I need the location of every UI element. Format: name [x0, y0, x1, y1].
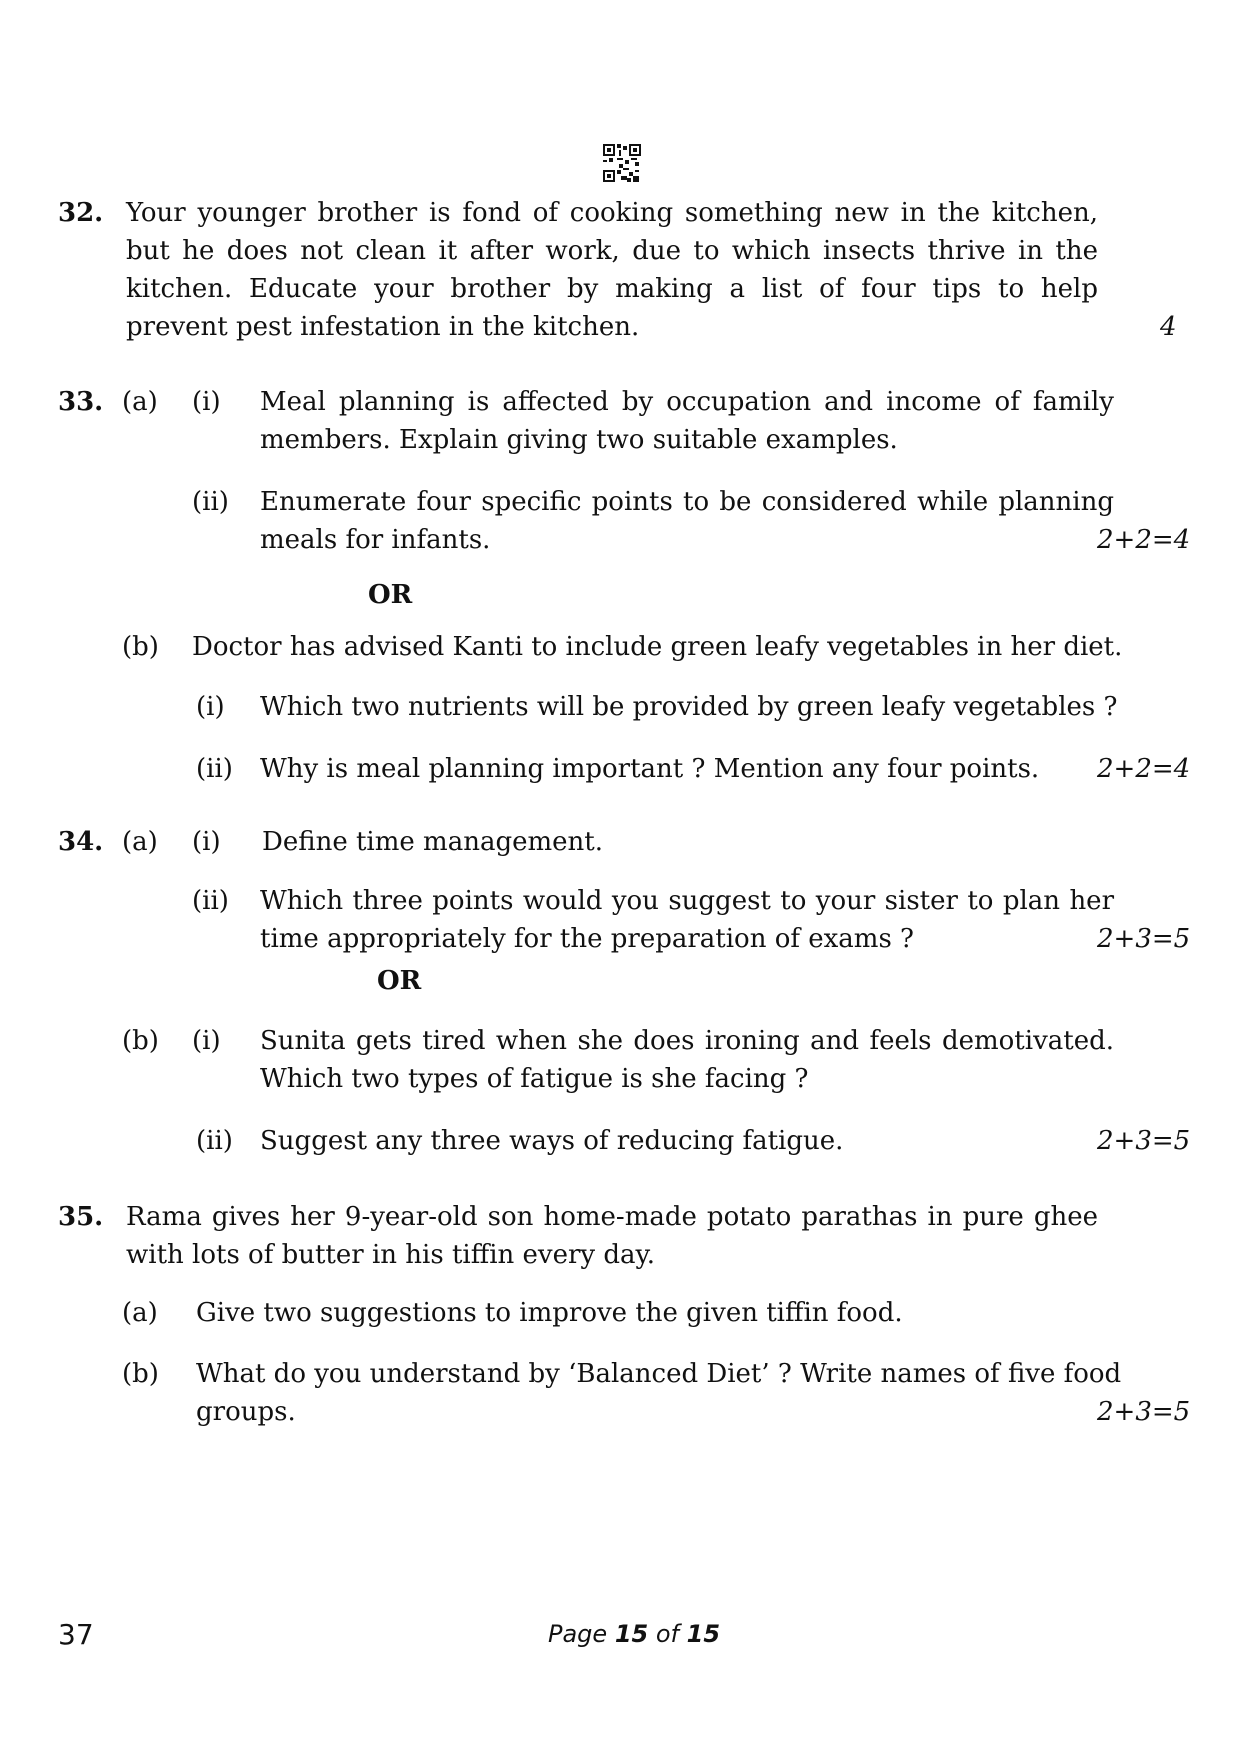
- q32-text-line-2: but he does not clean it after work, due to which insects thrive in the: [126, 236, 1098, 266]
- q33-a-marks: 2+2=4: [1097, 525, 1191, 555]
- page-word: Page: [548, 1620, 608, 1648]
- q34-a-marks: 2+3=5: [1097, 924, 1191, 954]
- page-total: 15: [686, 1620, 721, 1648]
- q33-a-i-line-1: Meal planning is affected by occupation and income of family: [260, 387, 1114, 417]
- q34-part-a-label: (a): [122, 827, 158, 857]
- q33-b-i-text: Which two nutrients will be provided by green leafy vegetables ?: [260, 692, 1118, 722]
- q34-b-marks: 2+3=5: [1097, 1126, 1191, 1156]
- q33-a-i-line-2: members. Explain giving two suitable examples.: [260, 425, 898, 455]
- q33-or-divider: OR: [368, 580, 413, 610]
- q33-a-ii-line-1: Enumerate four specific points to be considered while planning: [260, 487, 1114, 517]
- q32-text-line-4: prevent pest infestation in the kitchen.: [126, 312, 640, 342]
- q34-b-ii-label: (ii): [196, 1126, 233, 1156]
- q35-a-text: Give two suggestions to improve the given tiffin food.: [196, 1298, 903, 1328]
- page-of-word: of: [655, 1620, 680, 1648]
- q35-part-a-label: (a): [122, 1298, 158, 1328]
- q34-a-i-text: Define time management.: [262, 827, 603, 857]
- q34-a-ii-line-1: Which three points would you suggest to your sister to plan her: [260, 886, 1114, 916]
- q35-text-line-1: Rama gives her 9-year-old son home-made potato parathas in pure ghee: [126, 1202, 1098, 1232]
- q34-b-i-line-1: Sunita gets tired when she does ironing and feels demotivated.: [260, 1026, 1114, 1056]
- q32-text-line-3: kitchen. Educate your brother by making a list of four tips to help: [126, 274, 1098, 304]
- q35-b-line-1: What do you understand by ‘Balanced Diet’ ? Write names of five food: [196, 1359, 1122, 1389]
- paper-code: 37: [58, 1618, 94, 1651]
- q33-b-text: Doctor has advised Kanti to include green leafy vegetables in her diet.: [192, 632, 1123, 662]
- q33-a-i-label: (i): [192, 387, 221, 417]
- q33-part-a-label: (a): [122, 387, 158, 417]
- page-current: 15: [614, 1620, 649, 1648]
- q34-a-ii-line-2: time appropriately for the preparation of exams ?: [260, 924, 914, 954]
- q33-b-i-label: (i): [196, 692, 225, 722]
- q35-part-b-label: (b): [122, 1359, 159, 1389]
- q33-part-b-label: (b): [122, 632, 159, 662]
- q34-b-i-label: (i): [192, 1026, 221, 1056]
- q34-a-i-label: (i): [192, 827, 221, 857]
- q35-text-line-2: with lots of butter in his tiffin every day.: [126, 1240, 656, 1270]
- q34-or-divider: OR: [377, 966, 422, 996]
- qr-code-icon: [603, 144, 641, 182]
- q33-a-ii-line-2: meals for infants.: [260, 525, 491, 555]
- question-number-35: 35.: [58, 1202, 104, 1232]
- question-number-33: 33.: [58, 387, 104, 417]
- q33-a-ii-label: (ii): [192, 487, 229, 517]
- q34-b-ii-text: Suggest any three ways of reducing fatigue.: [260, 1126, 844, 1156]
- question-number-34: 34.: [58, 827, 104, 857]
- q32-marks: 4: [1160, 312, 1177, 342]
- q34-b-i-line-2: Which two types of fatigue is she facing ?: [260, 1064, 809, 1094]
- page-indicator: [548, 1620, 720, 1648]
- q33-b-ii-text: Why is meal planning important ? Mention any four points.: [260, 754, 1040, 784]
- q35-b-line-2: groups.: [196, 1397, 296, 1427]
- q33-b-marks: 2+2=4: [1097, 754, 1191, 784]
- question-number-32: 32.: [58, 198, 104, 228]
- q32-text-line-1: Your younger brother is fond of cooking something new in the kitchen,: [126, 198, 1098, 228]
- q33-b-ii-label: (ii): [196, 754, 233, 784]
- q35-marks: 2+3=5: [1097, 1397, 1191, 1427]
- q34-part-b-label: (b): [122, 1026, 159, 1056]
- q34-a-ii-label: (ii): [192, 886, 229, 916]
